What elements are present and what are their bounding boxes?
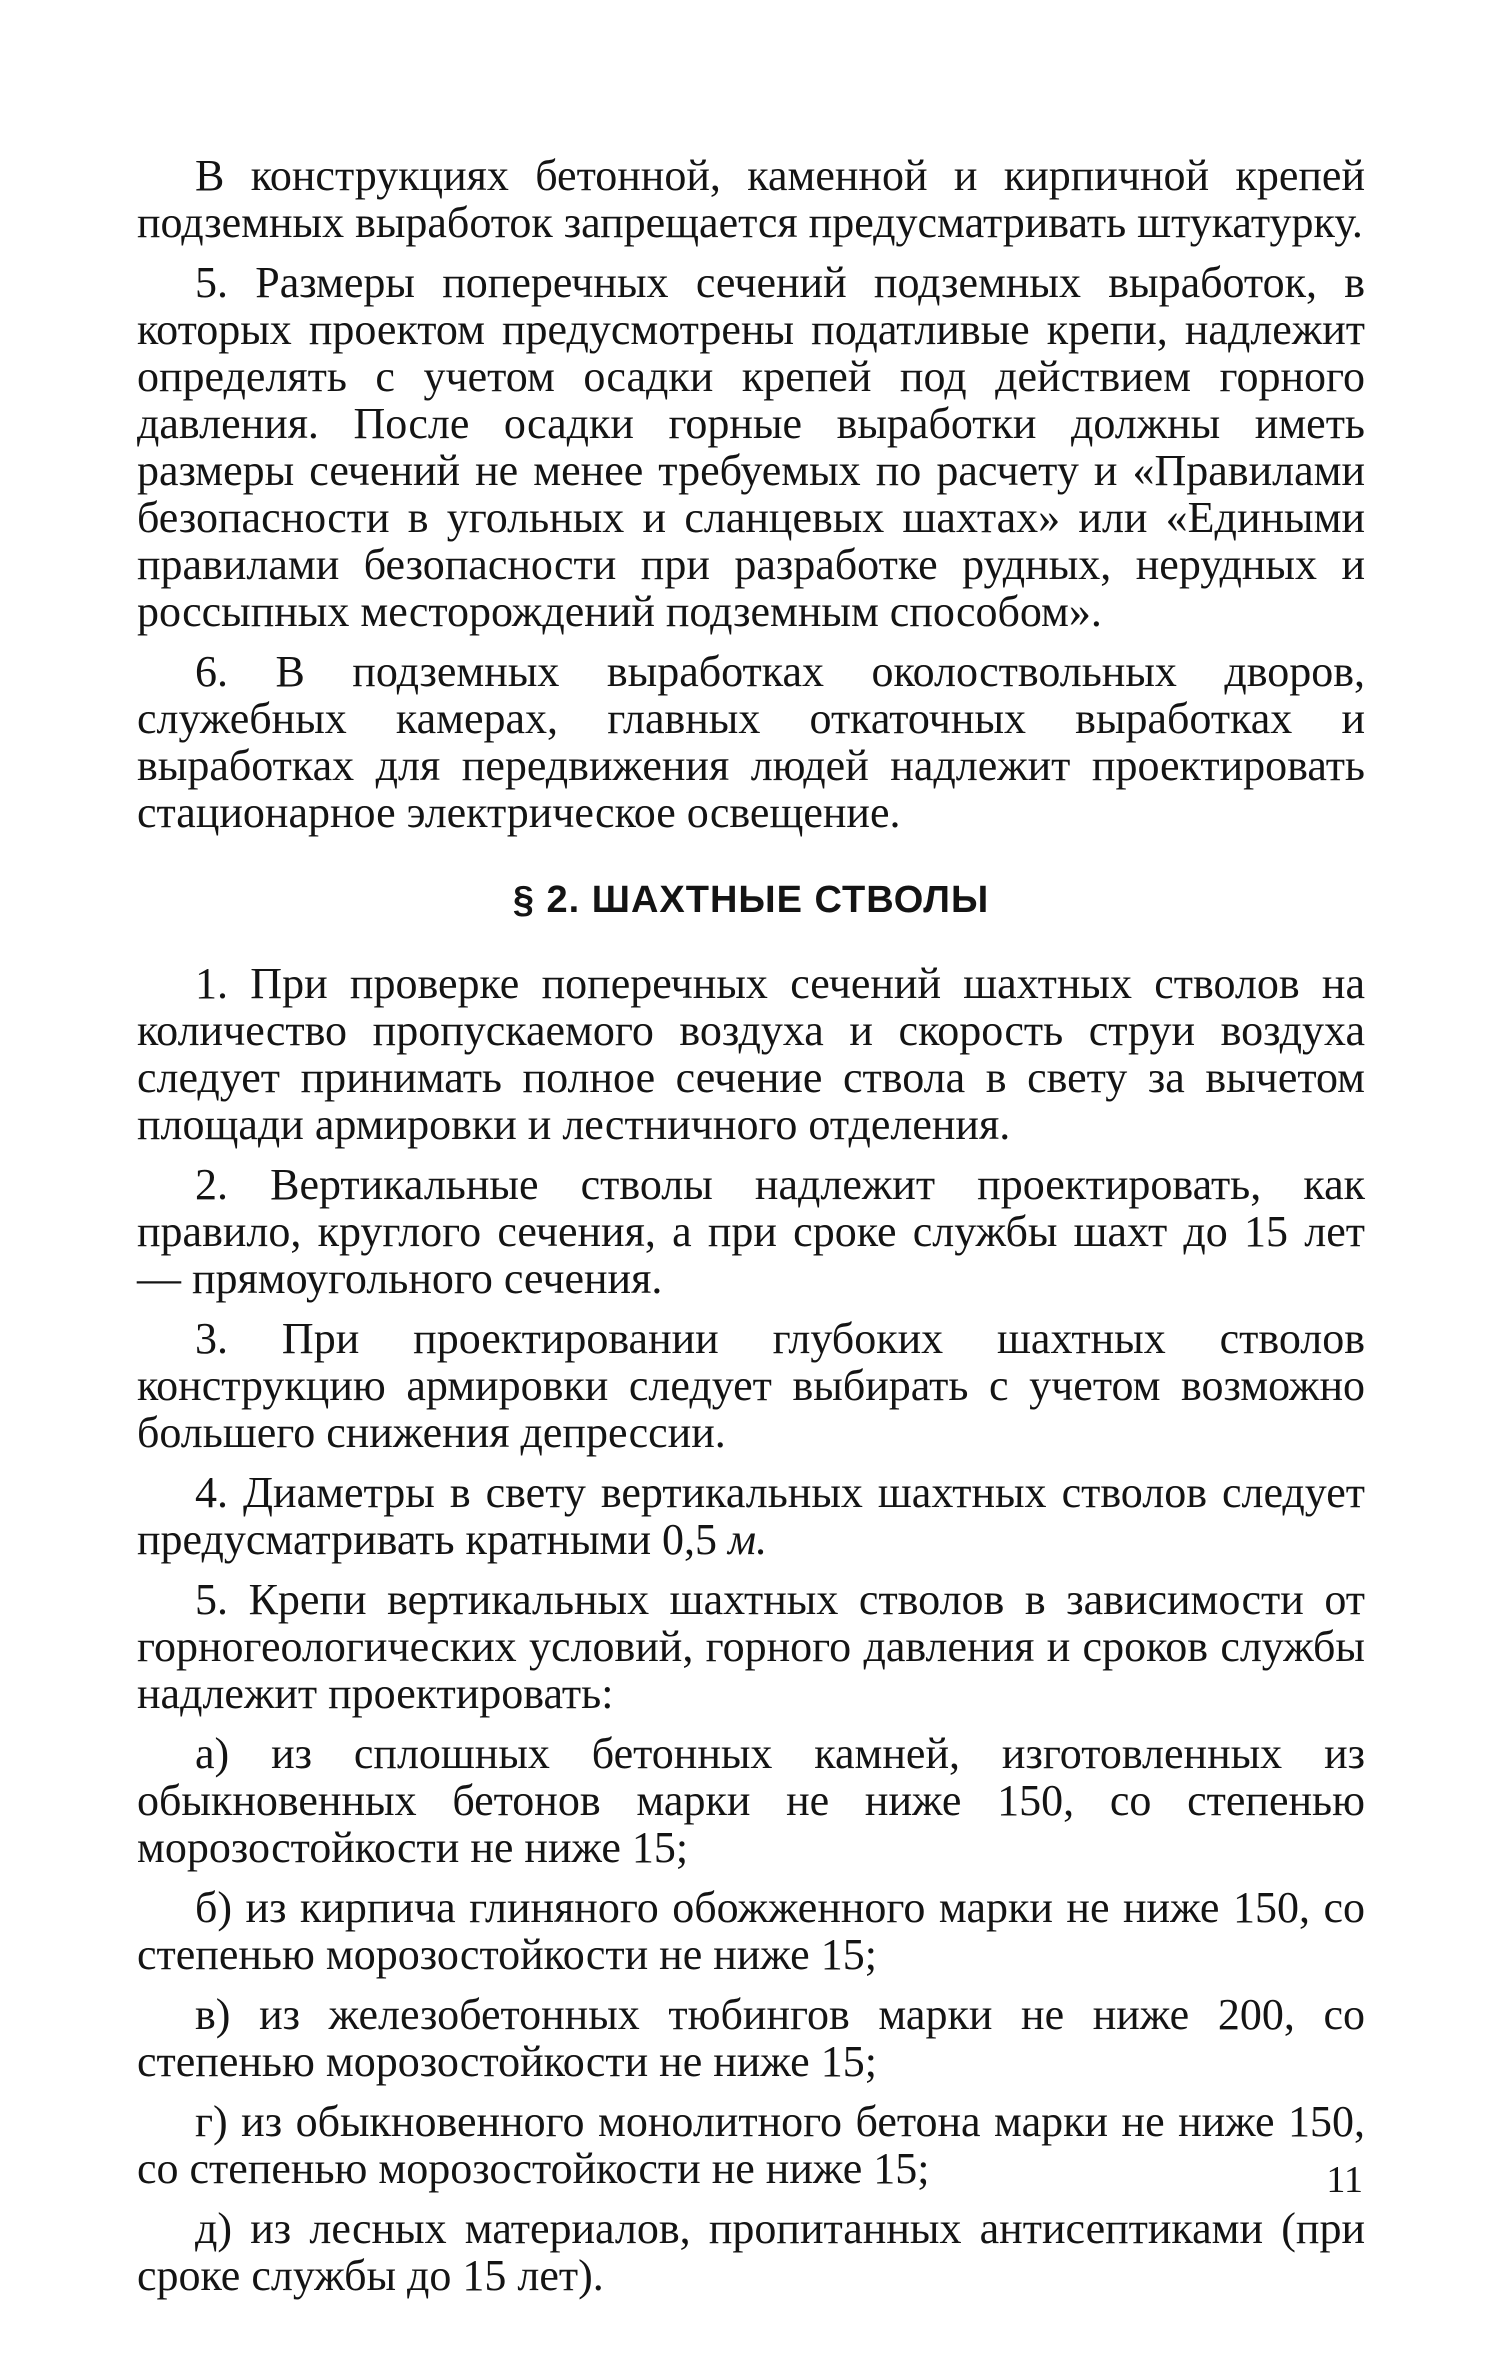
page-number: 11 bbox=[1326, 2159, 1363, 2201]
unit-meters: м. bbox=[728, 1515, 768, 1564]
document-page bbox=[137, 152, 1365, 2312]
paragraph-item-5-cross-sections: 5. Размеры поперечных сечений подземных выработок, в которых проектом предусмотрены податливые крепи, надлежит определять с учетом осадки крепей под действием горного давления. После осадки горные выработки должны иметь размеры сечений не менее требуемых по расчету и «Правилами безопасности в угольных и сланцевых шахтах» или «Едиными правилами безопасности при разработке рудных, нерудных и россыпных месторождений подземным способом». bbox=[137, 258, 1365, 636]
paragraph-shaft-item-3: 3. При проектировании глубоких шахтных стволов конструкцию армировки следует выбирать с учетом возможно большего снижения депрессии. bbox=[137, 1314, 1365, 1457]
list-item-g: г) из обыкновенного монолитного бетона марки не ниже 150, со степенью морозостойкости не ниже 15; bbox=[137, 2097, 1365, 2193]
paragraph-shaft-item-4-text: 4. Диаметры в свету вертикальных шахтных стволов следует предусматривать кратными 0,5 bbox=[137, 1468, 1365, 1564]
list-item-v: в) из железобетонных тюбингов марки не ниже 200, со степенью морозостойкости не ниже 15; bbox=[137, 1990, 1365, 2086]
paragraph-shaft-item-5: 5. Крепи вертикальных шахтных стволов в зависимости от горногеологических условий, горного давления и сроков службы надлежит проектировать: bbox=[137, 1575, 1365, 1718]
list-item-b: б) из кирпича глиняного обожженного марки не ниже 150, со степенью морозостойкости не ниже 15; bbox=[137, 1883, 1365, 1979]
list-item-a: а) из сплошных бетонных камней, изготовленных из обыкновенных бетонов марки не ниже 150, со степенью морозостойкости не ниже 15; bbox=[137, 1729, 1365, 1872]
paragraph-shaft-item-2: 2. Вертикальные стволы надлежит проектировать, как правило, круглого сечения, а при сроке службы шахт до 15 лет — прямоугольного сечения. bbox=[137, 1160, 1365, 1303]
paragraph-item-6-lighting: 6. В подземных выработках околоствольных дворов, служебных камерах, главных откаточных выработках и выработках для передвижения людей надлежит проектировать стационарное электрическое освещение. bbox=[137, 647, 1365, 837]
paragraph-shaft-item-1: 1. При проверке поперечных сечений шахтных стволов на количество пропускаемого воздуха и скорость струи воздуха следует принимать полное сечение ствола в свету за вычетом площади армировки и лестничного отделения. bbox=[137, 959, 1365, 1149]
list-item-d: д) из лесных материалов, пропитанных антисептиками (при сроке службы до 15 лет). bbox=[137, 2204, 1365, 2300]
section-heading: § 2. ШАХТНЫЕ СТВОЛЫ bbox=[512, 879, 990, 921]
paragraph-plaster-prohibition: В конструкциях бетонной, каменной и кирпичной крепей подземных выработок запрещается предусматривать штукатурку. bbox=[137, 151, 1365, 247]
paragraph-shaft-item-4 bbox=[137, 1469, 1365, 1563]
